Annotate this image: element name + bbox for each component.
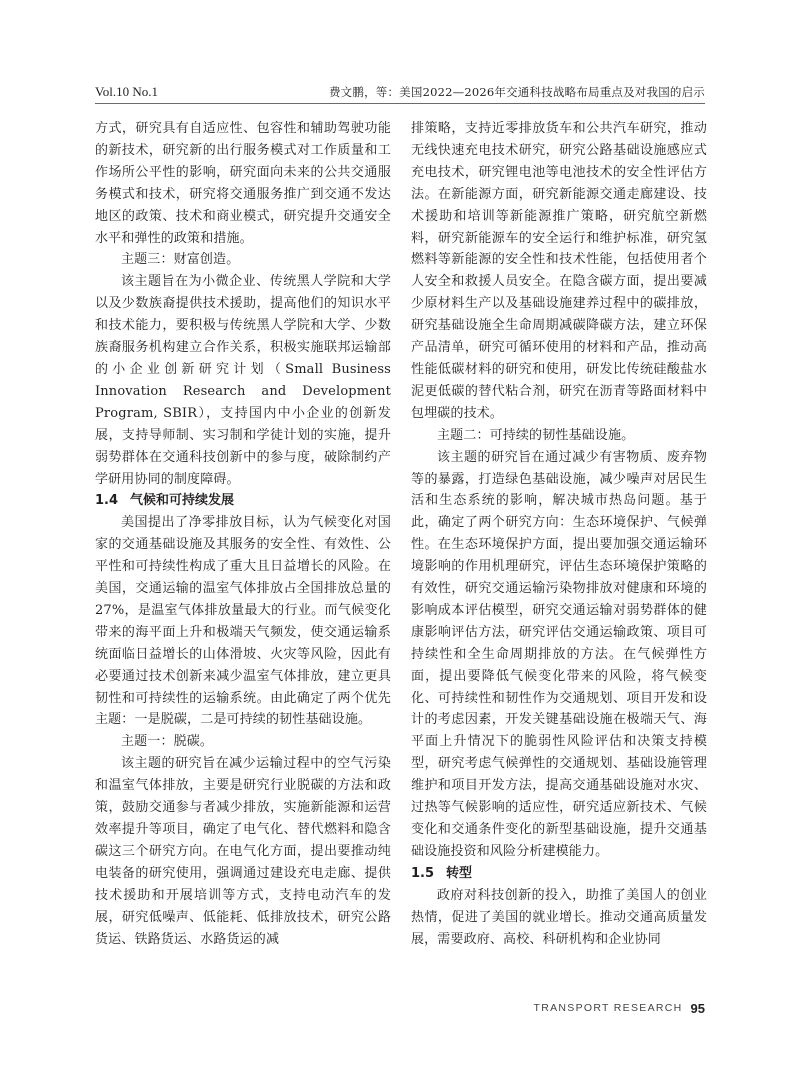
paragraph-continued: 方式，研究具有自适应性、包容性和辅助驾驶功能的新技术，研究新的出行服务模式对工作质量和工作场所公平性的影响，研究面向未来的公共交通服务模式和技术，研究将交通服务推广到交通不发达地区的政策、技术和商业模式，研究提升交通安全水平和弹性的政策和措施。: [95, 121, 391, 246]
section-1-4-heading: [95, 490, 391, 512]
page-footer: [533, 998, 705, 1018]
paragraph-resilient-infrastructure: 该主题的研究旨在通过减少有害物质、废弃物等的暴露，打造绿色基础设施，减少噪声对居民生活和生态系统的影响，解决城市热岛问题。基于此，确定了两个研究方向：生态环境保护、气候弹性。在生态环境保护方面，提出要加强交通运输环境影响的作用机理研究，评估生态环境保护策略的有效性，研究交通运输污染物排放对健康和环境的影响成本评估模型，研究交通运输对弱势群体的健康影响评估方法，研究评估交通运输政策、项目可持续性和全生命周期排放的方法。在气候弹性方面，提出要降低气候变化带来的风险，将气候变化、可持续性和韧性作为交通规划、项目开发和设计的考虑因素，开发关键基础设施在极端天气、海平面上升情况下的脆弱性风险评估和决策支持模型，研究考虑气候弹性的交通规划、基础设施管理维护和项目开发方法，提高交通基础设施对水灾、过热等气候影响的适应性，研究适应新技术、气候变化和交通条件变化的新型基础设施，提升交通基础设施投资和风险分析建模能力。: [411, 449, 707, 859]
header-rule: [95, 103, 705, 104]
journal-name: TRANSPORT RESEARCH: [533, 1002, 683, 1014]
section-1-4-title: 气候和可持续发展: [130, 493, 235, 509]
theme3-title: 主题三：财富创造。: [121, 252, 240, 268]
paragraph-theme3: 该主题旨在为小微企业、传统黑人学院和大学以及少数族裔提供技术援助，提高他们的知识水平和技术能力，要积极与传统黑人学院和大学、少数族裔服务机构建立合作关系，积极实施联邦运输部的小企业创新研究计划（Small Business Innovation Research and Development Program, SBIR），支持国内中小企业的创新发展，支持导师制、实习制和学徒计划的实施，提升弱势群体在交通科技创新中的参与度，破除制约产学研用协同的制度障碍。: [95, 274, 391, 487]
paragraph-decarbonization: 该主题的研究旨在减少运输过程中的空气污染和温室气体排放，主要是研究行业脱碳的方法和政策，鼓励交通参与者减少排放，实施新能源和运营效率提升等项目，确定了电气化、替代燃料和隐含碳这三个研究方向。在电气化方面，提出要推动纯电装备的研究使用，强调通过建设充电走廊、提供技术援助和开展培训等方式，支持电动汽车的发展，研究低噪声、低能耗、低排放技术，研究公路货运、铁路货运、水路货运的减: [95, 756, 391, 947]
volume-label: Vol.10 No.1: [95, 84, 158, 99]
theme2-title: 主题二：可持续的韧性基础设施。: [437, 427, 635, 443]
paragraph-continued-right: 排策略，支持近零排放货车和公共汽车研究，推动无线快速充电技术研究，研究公路基础设施感应式充电技术，研究锂电池等电池技术的安全性评估方法。在新能源方面，研究新能源交通走廊建设、技术援助和培训等新能源推广策略，研究航空新燃料，研究新能源车的安全运行和维护标准，研究氢燃料等新能源的安全性和技术性能，包括使用者个人安全和救援人员安全。在隐含碳方面，提出要减少原材料生产以及基础设施建养过程中的碳排放，研究基础设施全生命周期减碳降碳方法，建立环保产品清单，研究可循环使用的材料和产品，推动高性能低碳材料的研究和使用，研发比传统硅酸盐水泥更低碳的替代粘合剂，研究在沥青等路面材料中包埋碳的技术。: [411, 121, 707, 421]
section-1-5-title: 转型: [446, 865, 473, 881]
paragraph-climate: 美国提出了净零排放目标，认为气候变化对国家的交通基础设施及其服务的安全性、有效性、公平性和可持续性构成了重大且日益增长的风险。在美国，交通运输的温室气体排放占全国排放总量的27%，是温室气体排放量最大的行业。而气候变化带来的海平面上升和极端天气频发，使交通运输系统面临日益增长的山体滑坡、火灾等风险，因此有必要通过技术创新来减少温室气体排放，建立更具韧性和可持续性的运输系统。由此确定了两个优先主题：一是脱碳，二是可持续的韧性基础设施。: [95, 515, 391, 728]
running-title: 费文鹏，等：美国2022—2026年交通科技战略布局重点及对我国的启示: [328, 85, 705, 99]
left-column: [95, 118, 391, 958]
body-columns: [95, 118, 707, 958]
section-1-5-number: 1.5: [411, 865, 435, 881]
page-number: 95: [690, 1000, 705, 1016]
paragraph-transformation: 政府对科技创新的投入，助推了美国人的创业热情，促进了美国的就业增长。推动交通高质量发展，需要政府、高校、科研机构和企业协同: [411, 887, 707, 947]
running-header: [95, 78, 705, 100]
right-column: [411, 118, 707, 958]
section-1-4-number: 1.4: [95, 493, 119, 509]
section-1-5-heading: [411, 863, 707, 885]
theme1-title: 主题一：脱碳。: [121, 734, 214, 750]
